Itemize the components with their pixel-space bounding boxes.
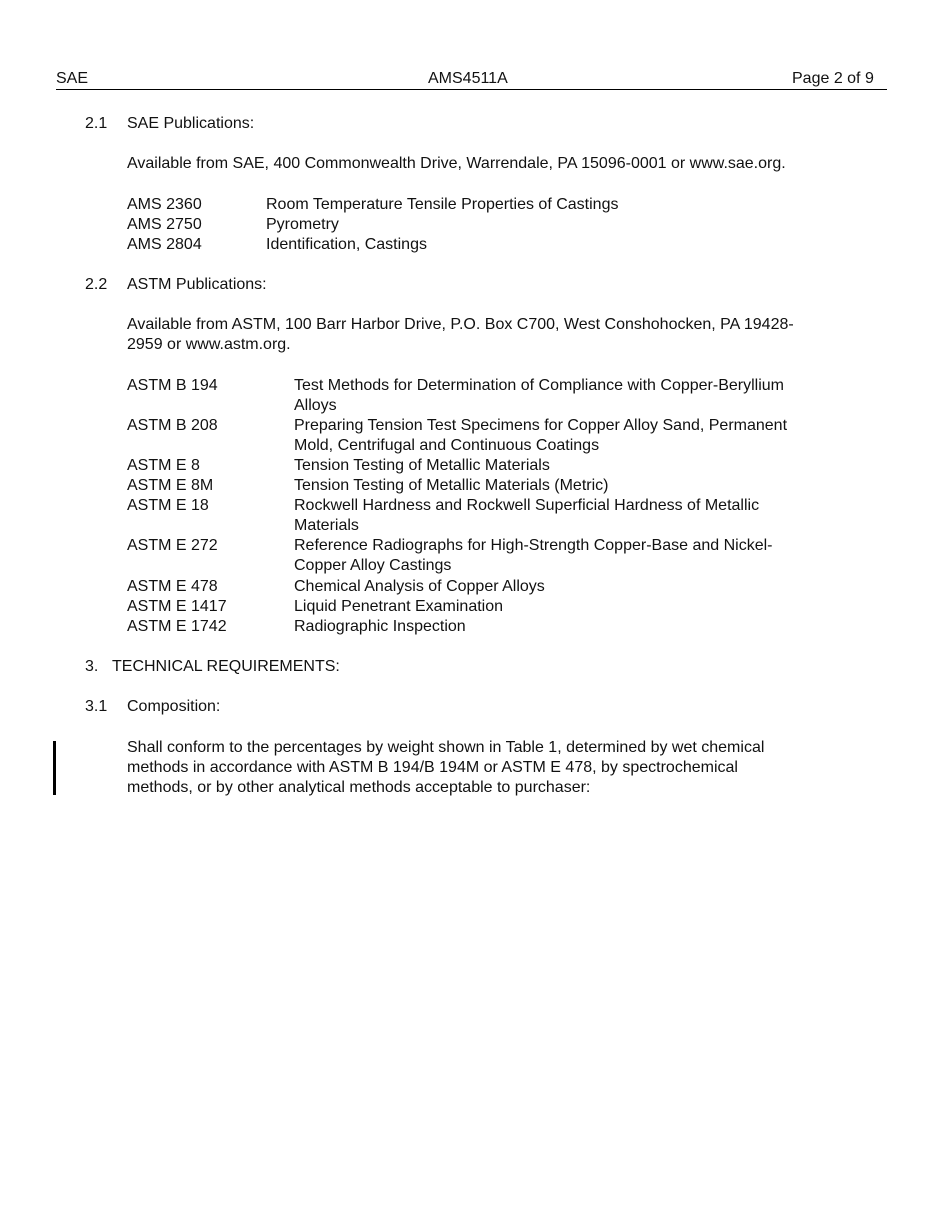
section-3-1-body-line2: methods in accordance with ASTM B 194/B 194M or ASTM E 478, by spectrochemical [127,759,738,776]
revision-change-bar [53,741,56,795]
astm-ref-title: Chemical Analysis of Copper Alloys [294,578,545,595]
astm-ref-title: Radiographic Inspection [294,618,466,635]
astm-ref-title: Tension Testing of Metallic Materials (Metric) [294,477,609,494]
section-3-1-body-line1: Shall conform to the percentages by weight shown in Table 1, determined by wet chemical [127,739,765,756]
sae-ref-code: AMS 2360 [127,196,202,213]
sae-ref-code: AMS 2804 [127,236,202,253]
section-2-1-title: SAE Publications: [127,115,255,132]
astm-ref-title-cont: Copper Alloy Castings [294,557,452,574]
section-2-2-title: ASTM Publications: [127,276,267,293]
section-3-1-number: 3.1 [85,698,108,715]
astm-ref-code: ASTM E 8M [127,477,214,494]
section-2-1-number: 2.1 [85,115,108,132]
astm-ref-title: Test Methods for Determination of Compliance with Copper-Beryllium [294,377,784,394]
sae-ref-title: Room Temperature Tensile Properties of Castings [266,196,619,213]
section-2-2-availability-line1: Available from ASTM, 100 Barr Harbor Drive, P.O. Box C700, West Conshohocken, PA 19428- [127,316,794,333]
section-3-1-title: Composition: [127,698,221,715]
header-doc-id: AMS4511A [428,70,508,87]
section-2-1-availability: Available from SAE, 400 Commonwealth Drive, Warrendale, PA 15096-0001 or www.sae.org. [127,155,786,172]
sae-ref-title: Identification, Castings [266,236,427,253]
astm-ref-title-cont: Materials [294,517,359,534]
header-org: SAE [56,70,89,87]
header-page-number: Page 2 of 9 [792,70,874,87]
header-rule [56,89,887,90]
astm-ref-code: ASTM E 478 [127,578,218,595]
astm-ref-code: ASTM E 1417 [127,598,227,615]
astm-ref-title: Liquid Penetrant Examination [294,598,504,615]
section-2-2-number: 2.2 [85,276,108,293]
astm-ref-title: Preparing Tension Test Specimens for Copper Alloy Sand, Permanent [294,417,788,434]
astm-ref-code: ASTM B 208 [127,417,218,434]
section-3-1-body-line3: methods, or by other analytical methods acceptable to purchaser: [127,779,591,796]
astm-ref-code: ASTM E 1742 [127,618,227,635]
astm-ref-title: Tension Testing of Metallic Materials [294,457,550,474]
astm-ref-code: ASTM B 194 [127,377,218,394]
section-3-title: TECHNICAL REQUIREMENTS: [112,658,340,675]
section-2-2-availability-line2: 2959 or www.astm.org. [127,336,291,353]
section-3-number: 3. [85,658,99,675]
astm-ref-title-cont: Alloys [294,397,337,414]
sae-ref-title: Pyrometry [266,216,339,233]
astm-ref-title: Reference Radiographs for High-Strength Copper-Base and Nickel- [294,537,773,554]
astm-ref-code: ASTM E 8 [127,457,200,474]
sae-ref-code: AMS 2750 [127,216,202,233]
astm-ref-title: Rockwell Hardness and Rockwell Superficial Hardness of Metallic [294,497,760,514]
astm-ref-title-cont: Mold, Centrifugal and Continuous Coatings [294,437,600,454]
astm-ref-code: ASTM E 272 [127,537,218,554]
astm-ref-code: ASTM E 18 [127,497,209,514]
